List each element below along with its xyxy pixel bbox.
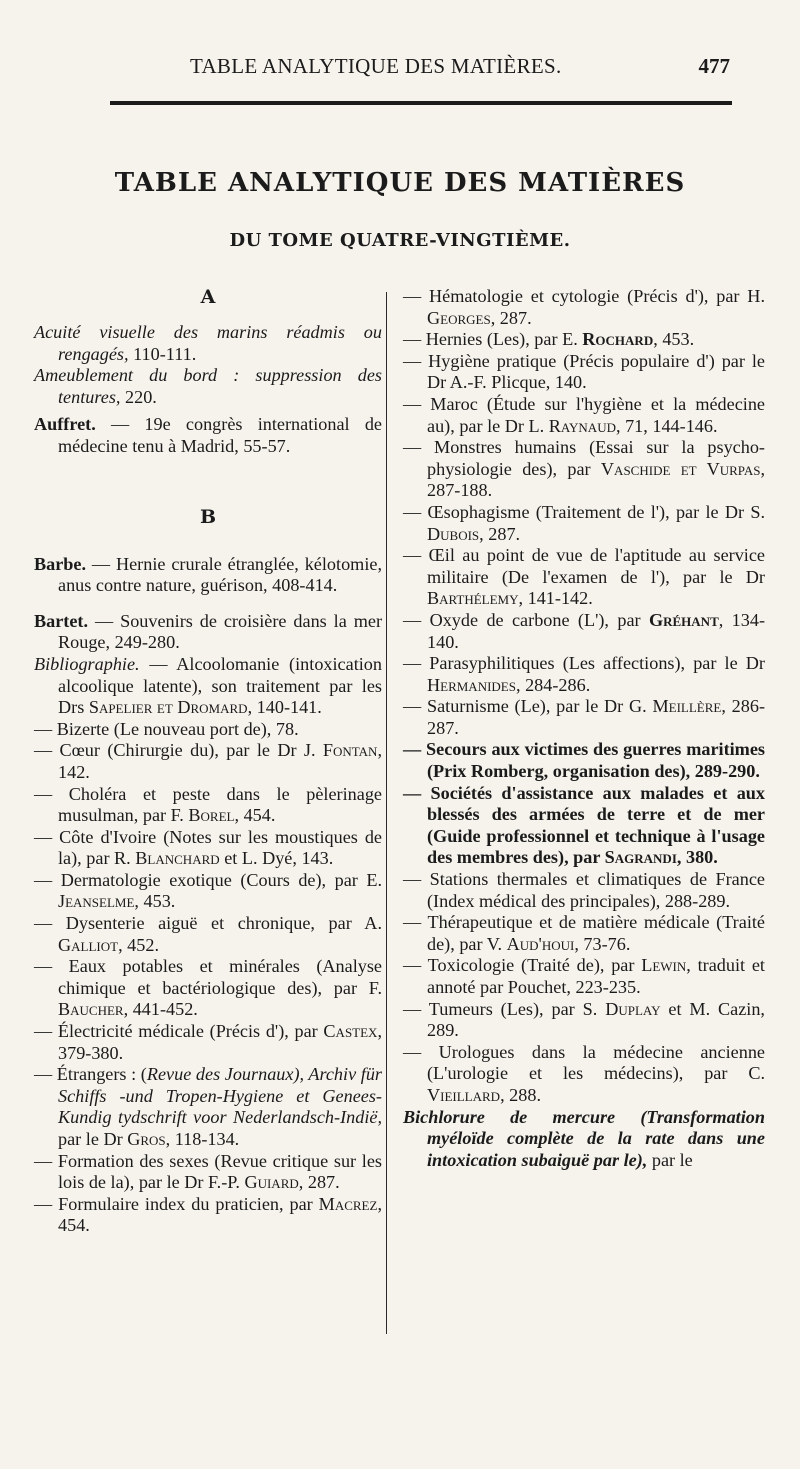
entry-fragment: Sagrandi bbox=[604, 847, 677, 868]
entry-fragment: Aud'houi bbox=[506, 933, 575, 954]
list-item bbox=[34, 1021, 382, 1064]
author-name: Bartet. bbox=[34, 610, 89, 631]
list-item bbox=[403, 999, 765, 1042]
entry-fragment: , 454. bbox=[234, 805, 276, 826]
entry-fragment: — Dysenterie aiguë et chronique, par A. bbox=[34, 913, 382, 934]
entry-fragment: — Hygiène pratique (Précis populaire d') par le Dr A.-F. Plicque, 140. bbox=[403, 350, 765, 393]
entry-fragment: Lewin bbox=[641, 955, 687, 976]
entry-fragment: Dubois bbox=[427, 523, 480, 544]
entry-fragment: , 142. bbox=[58, 740, 382, 782]
entry-fragment: par le Dr bbox=[58, 1129, 128, 1149]
entry-fragment: Gréhant bbox=[648, 609, 719, 630]
list-item bbox=[403, 329, 765, 351]
list-item bbox=[403, 955, 765, 998]
entry-fragment: Raynaud bbox=[548, 415, 616, 436]
entry-fragment: , 287. bbox=[490, 307, 532, 328]
column-divider bbox=[386, 292, 387, 1334]
entry-fragment: Castex bbox=[323, 1021, 378, 1042]
entry-fragment: Georges bbox=[427, 307, 491, 328]
author-name: Auffret. bbox=[34, 414, 96, 435]
list-item bbox=[403, 653, 765, 696]
entry-etrangers bbox=[34, 1064, 382, 1150]
list-item bbox=[403, 394, 765, 437]
entry-fragment: Galliot bbox=[58, 934, 119, 955]
entry-fragment: , traduit et annoté par Pouchet, 223-235. bbox=[427, 955, 765, 997]
entry-fragment: — Sociétés d'assistance aux malades et aux blessés des armées de terre et de mer (Guide professionnel et technique à l'usage des membres des), par bbox=[403, 782, 765, 868]
entry-fragment: Rochard bbox=[582, 329, 654, 350]
entry-text: — Souvenirs de croisière dans la mer Rouge, 249-280. bbox=[58, 610, 382, 653]
entry-barbe bbox=[34, 554, 382, 597]
entry-fragment: — Parasyphilitiques (Les affections), par le Dr bbox=[403, 653, 765, 674]
entry-fragment: , 118-134. bbox=[165, 1129, 240, 1149]
entry-fragment: — Œil au point de vue de l'aptitude au service militaire (De l'examen de l'), par le Dr bbox=[403, 545, 765, 587]
entry-fragment: — Œsophagisme (Traitement de l'), par le Dr S. bbox=[403, 501, 765, 522]
header-rule bbox=[110, 101, 732, 105]
entry-fragment: Jeanselme bbox=[58, 891, 135, 912]
author-name: Barbe. bbox=[34, 553, 87, 574]
entry-fragment: , 134-140. bbox=[427, 609, 766, 652]
entry-fragment: — Côte d'Ivoire (Notes sur les moustiques de la), par R. bbox=[34, 826, 382, 869]
section-letter-a: A bbox=[200, 286, 216, 308]
entry-fragment: — Secours aux victimes des guerres maritimes (Prix Romberg, organisation des), 289-290. bbox=[403, 739, 765, 782]
entry-fragment: — Urologues dans la médecine ancienne (L'urologie et les médecins), par C. bbox=[403, 1041, 765, 1084]
entry-fragment: Gros bbox=[127, 1129, 166, 1149]
entry-fragment: — Formation des sexes (Revue critique sur les lois de la), par le Dr F.-P. bbox=[34, 1150, 382, 1193]
entry-fragment: — Dermatologie exotique (Cours de), par E. bbox=[34, 869, 382, 890]
entry-fragment: , 287. bbox=[298, 1172, 340, 1193]
entry-fragment: , 380. bbox=[676, 847, 718, 868]
entry-text: — Hernie crurale étranglée, kélotomie, anus contre nature, guérison, 408-414. bbox=[58, 553, 382, 596]
entry-text: — Alcoolomanie (intoxication alcoolique latente), son traitement par les Drs bbox=[58, 653, 382, 718]
entry-fragment: Barthélemy bbox=[427, 588, 519, 609]
entry-fragment: , 141-142. bbox=[518, 588, 593, 609]
page-title: TABLE ANALYTIQUE DES MATIÈRES bbox=[114, 168, 686, 198]
entry-fragment: Vaschide et Vurpas bbox=[600, 458, 761, 479]
entry-bichlorure bbox=[403, 1107, 765, 1172]
entry-acuite bbox=[34, 322, 382, 365]
entry-bartet bbox=[34, 611, 382, 654]
entry-formulaire bbox=[34, 1194, 382, 1237]
entry-fragment: — Thérapeutique et de matière médicale (Traité de), par V. bbox=[403, 912, 765, 954]
entry-fragment: , 73-76. bbox=[574, 933, 631, 954]
entry-bibliographie bbox=[34, 654, 382, 719]
entry-fragment: Fontan bbox=[322, 740, 378, 761]
entry-fragment: Bichlorure de mercure (Transformation myéloïde complète de la rate dans une intoxication subaiguë par le), bbox=[403, 1106, 765, 1170]
entry-fragment: , 71, 144-146. bbox=[615, 415, 718, 436]
list-item bbox=[34, 956, 382, 1021]
entry-fragment: — Maroc (Étude sur l'hygiène et la médecine au), par le Dr L. bbox=[403, 393, 765, 436]
entry-fragment: par le bbox=[647, 1149, 693, 1170]
entry-fragment: — Choléra et peste dans le pèlerinage musulman, par F. bbox=[34, 783, 382, 826]
entry-fragment: , 287. bbox=[479, 523, 521, 544]
list-item bbox=[34, 719, 382, 741]
entry-fragment: , 453. bbox=[653, 329, 695, 350]
list-item bbox=[403, 783, 765, 869]
running-title: TABLE ANALYTIQUE DES MATIÈRES. bbox=[190, 54, 562, 78]
entry-fragment: , 287-188. bbox=[427, 458, 765, 501]
entry-auffret bbox=[34, 414, 382, 457]
list-item bbox=[403, 502, 765, 545]
list-item bbox=[403, 286, 765, 329]
entry-fragment: , 453. bbox=[134, 891, 176, 912]
entry-text: 220. bbox=[120, 386, 157, 407]
entry-fragment: Meillère bbox=[652, 696, 722, 717]
entry-fragment: — Monstres humains (Essai sur la psycho-physiologie des), par bbox=[403, 437, 765, 479]
list-item bbox=[403, 912, 765, 955]
list-item bbox=[403, 1042, 765, 1107]
entry-text: 110-111. bbox=[128, 343, 197, 364]
entry-fragment: — Électricité médicale (Précis d'), par bbox=[34, 1021, 324, 1042]
entry-fragment: Macrez bbox=[318, 1193, 378, 1214]
entry-head: Acuité visuelle des marins réadmis ou rengagés, bbox=[34, 322, 382, 364]
list-item bbox=[34, 740, 382, 783]
list-item bbox=[403, 739, 765, 782]
entry-fragment: Hermanides bbox=[427, 674, 516, 695]
list-item bbox=[403, 610, 765, 653]
entry-fragment: — Bizerte (Le nouveau port de), 78. bbox=[34, 718, 299, 739]
entry-fragment: — Toxicologie (Traité de), par bbox=[403, 955, 642, 976]
entry-fragment: Baucher bbox=[58, 999, 124, 1020]
entry-fragment: — Oxyde de carbone (L'), par bbox=[403, 609, 649, 630]
entry-fragment: , 454. bbox=[58, 1193, 382, 1236]
entry-fragment: — Stations thermales et climatiques de France (Index médical des principales), 288-289. bbox=[403, 869, 765, 911]
entry-fragment: , 441-452. bbox=[123, 999, 198, 1020]
entry-fragment: — Hématologie et cytologie (Précis d'), par H. bbox=[403, 286, 765, 306]
running-head bbox=[110, 54, 730, 84]
list-item bbox=[34, 827, 382, 870]
entry-fragment: , 288. bbox=[500, 1084, 541, 1105]
list-item bbox=[34, 784, 382, 827]
entry-text: — 19e congrès international de médecine tenu à Madrid, 55-57. bbox=[58, 414, 382, 456]
section-letter-b: B bbox=[199, 505, 217, 528]
entry-formation bbox=[34, 1151, 382, 1194]
entry-fragment: Guiard bbox=[244, 1172, 299, 1193]
list-item bbox=[34, 870, 382, 913]
list-item bbox=[403, 545, 765, 610]
entry-fragment: , 286-287. bbox=[427, 696, 765, 738]
entry-fragment: Vieillard bbox=[427, 1084, 501, 1105]
list-item bbox=[403, 437, 765, 502]
entry-fragment: — Saturnisme (Le), par le Dr G. bbox=[403, 696, 653, 717]
list-item bbox=[403, 869, 765, 912]
list-item bbox=[34, 913, 382, 956]
entry-fragment: , 379-380. bbox=[58, 1021, 382, 1063]
right-column bbox=[403, 286, 765, 1171]
entry-fragment: , 284-286. bbox=[515, 674, 591, 695]
entry-fragment: Duplay bbox=[605, 998, 661, 1019]
entry-fragment: — Tumeurs (Les), par S. bbox=[403, 998, 606, 1019]
entry-fragment: Revue des Journaux), Archiv für Schiffs -und Tropen-Hygiene et Genees-Kundig tydschrift voor Nederlandsch-Indië, bbox=[58, 1064, 383, 1128]
entry-fragment: Borel bbox=[188, 805, 235, 826]
entry-fragment: et L. Dyé, 143. bbox=[219, 848, 334, 869]
entry-head: Ameublement du bord : suppression des tentures, bbox=[34, 365, 382, 407]
entry-fragment: — Formulaire index du praticien, par bbox=[34, 1193, 319, 1214]
left-column bbox=[34, 286, 382, 1237]
list-item bbox=[403, 696, 765, 739]
page-subtitle: DU TOME QUATRE-VINGTIÈME. bbox=[229, 230, 571, 251]
list-item bbox=[403, 351, 765, 394]
entry-fragment: — Hernies (Les), par E. bbox=[403, 329, 583, 350]
entry-fragment: — Cœur (Chirurgie du), par le Dr J. bbox=[34, 740, 323, 761]
entry-ameublement bbox=[34, 365, 382, 408]
entry-fragment: , 452. bbox=[118, 934, 159, 955]
entry-fragment: Blanchard bbox=[135, 848, 220, 869]
entry-head: Bibliographie. bbox=[34, 653, 140, 674]
entry-fragment: — Eaux potables et minérales (Analyse chimique et bactériologique des), par F. bbox=[34, 956, 382, 998]
entry-authors: Sapelier et Dromard bbox=[88, 697, 248, 718]
entry-pages: , 140-141. bbox=[247, 697, 322, 718]
page-number: 477 bbox=[698, 54, 730, 78]
entry-fragment: — Étrangers : ( bbox=[34, 1064, 147, 1085]
entry-fragment: et M. Cazin, 289. bbox=[427, 998, 765, 1041]
